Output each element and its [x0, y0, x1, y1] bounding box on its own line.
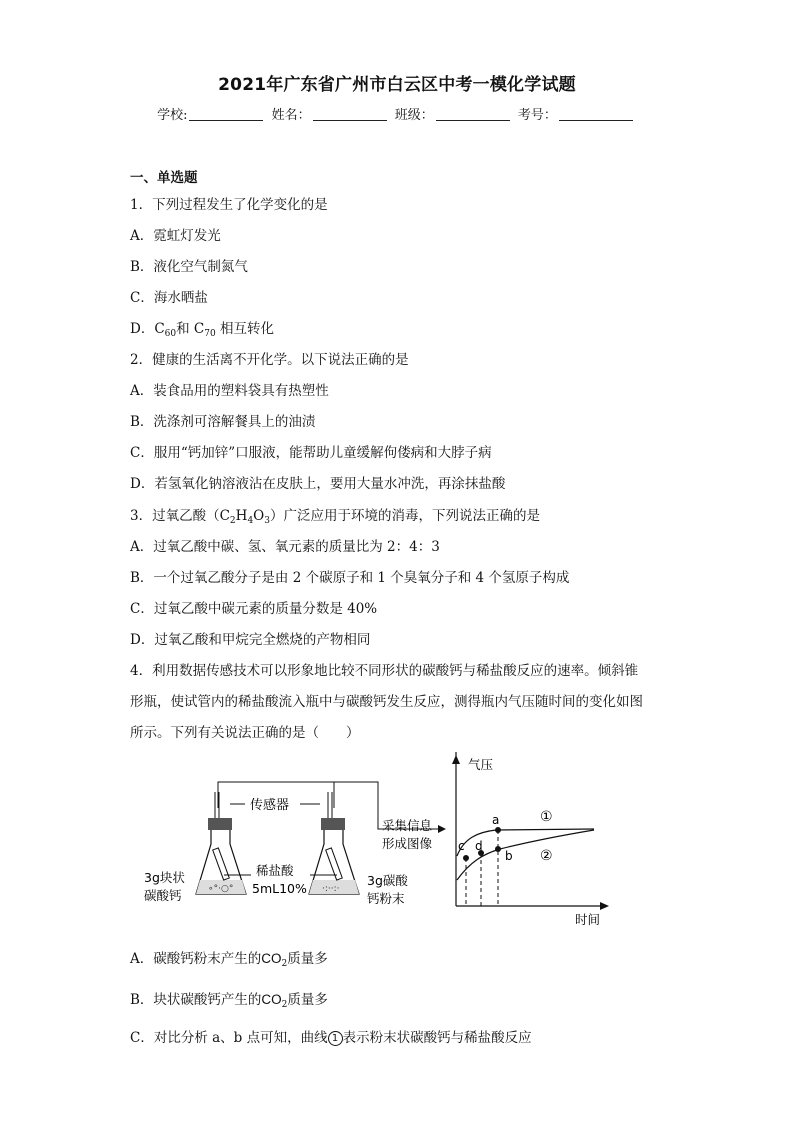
left-sample-label-2: 碳酸钙: [144, 888, 182, 903]
q1-d-sub2: 70: [204, 329, 216, 339]
x-axis-arrow-icon: [600, 902, 609, 910]
q3-option-d[interactable]: D．过氧乙酸和甲烷完全燃烧的产物相同: [130, 632, 371, 648]
q4-a-sub: 2: [281, 959, 288, 969]
q4-b-co: CO: [261, 992, 282, 1007]
y-axis-arrow-icon: [452, 755, 460, 764]
q3-sub-c: 2: [229, 516, 236, 526]
q4-c-post: 表示粉末状碳酸钙与稀盐酸反应: [342, 1030, 532, 1046]
q1-d-mid: 和 C: [176, 321, 205, 337]
section-heading: 一、单选题: [130, 170, 198, 186]
q3-sub-o: 3: [264, 516, 270, 526]
label-d: d: [475, 839, 483, 853]
right-sample-label-2: 钙粉末: [367, 891, 405, 906]
curve-2: [457, 830, 594, 880]
curve-2-label: ②: [540, 848, 553, 864]
label-b: b: [505, 849, 513, 863]
left-sample-label-1: 3g块状: [144, 870, 185, 885]
acid-label-1: 稀盐酸: [256, 863, 294, 878]
class-label: 班级：: [394, 108, 434, 123]
q1-stem: 1．下列过程发生了化学变化的是: [130, 197, 328, 213]
q2-option-c[interactable]: C．服用“钙加锌”口服液，能帮助儿童缓解佝偻病和大脖子病: [130, 445, 492, 461]
arrow-icon: [438, 825, 446, 833]
collect-label-2: 形成图像: [382, 836, 433, 851]
page-title: 2021年广东省广州市白云区中考一模化学试题: [218, 75, 576, 95]
school-blank[interactable]: [189, 108, 263, 121]
school-label: 学校:: [157, 108, 188, 123]
q4-b-post: 质量多: [287, 992, 328, 1008]
name-blank[interactable]: [313, 108, 387, 121]
q1-d-pre: D．C: [130, 321, 165, 337]
q2-option-d[interactable]: D．若氢氧化钠溶液沾在皮肤上，要用大量水冲洗，再涂抹盐酸: [130, 476, 506, 492]
class-blank[interactable]: [436, 108, 510, 121]
point-a: [495, 827, 501, 833]
q3-stem-pre: 3．过氧乙酸（C: [130, 508, 230, 524]
svg-text:·:··:·: ·:··:·: [322, 884, 340, 894]
number-label: 考号：: [517, 108, 557, 123]
acid-label-2: 5mL10%: [252, 881, 307, 896]
q4-b-pre: B．块状碳酸钙产生的: [130, 992, 262, 1008]
q4-option-b[interactable]: [130, 988, 328, 1008]
q1-option-d[interactable]: [130, 317, 274, 337]
q3-h: H: [235, 508, 248, 524]
q4-a-post: 质量多: [287, 951, 328, 967]
q4-a-co: CO: [261, 951, 282, 966]
q4-option-c[interactable]: [130, 1026, 532, 1046]
q1-d-post: 相互转化: [215, 321, 274, 337]
number-blank[interactable]: [559, 108, 633, 121]
q4-a-pre: A．碳酸钙粉末产生的: [130, 951, 262, 967]
q3-stem: [130, 504, 540, 524]
point-c: [463, 855, 469, 861]
q3-option-b[interactable]: B．一个过氧乙酸分子是由 2 个碳原子和 1 个臭氧分子和 4 个氢原子构成: [130, 570, 570, 586]
q4-stem-line1: 4．利用数据传感技术可以形象地比较不同形状的碳酸钙与稀盐酸反应的速率。倾斜锥: [130, 663, 639, 679]
q3-o: O: [253, 508, 265, 524]
circled-one-icon: 1: [328, 1031, 343, 1046]
point-b: [495, 846, 501, 852]
q1-d-sub1: 60: [164, 329, 177, 339]
label-a: a: [492, 813, 500, 827]
right-sample-label-1: 3g碳酸: [367, 873, 408, 888]
q1-option-a[interactable]: A．霓虹灯发光: [130, 228, 221, 244]
q3-stem-post: ）广泛应用于环境的消毒，下列说法正确的是: [269, 508, 540, 524]
collect-label-1: 采集信息: [382, 818, 433, 833]
q1-option-c[interactable]: C．海水晒盐: [130, 290, 208, 306]
q4-stem-line3: 所示。下列有关说法正确的是（ ）: [130, 725, 360, 741]
q4-option-a[interactable]: [130, 947, 328, 967]
q2-option-a[interactable]: A．装食品用的塑料袋具有热塑性: [130, 383, 329, 399]
experiment-figure: [138, 752, 618, 930]
q4-c-pre: C．对比分析 a、b 点可知，曲线: [130, 1030, 328, 1046]
name-label: 姓名：: [271, 108, 311, 123]
q4-b-sub: 2: [281, 1000, 288, 1010]
q2-stem: 2．健康的生活离不开化学。以下说法正确的是: [130, 352, 409, 368]
curve-1-label: ①: [540, 809, 553, 825]
q4-stem-line2: 形瓶，使试管内的稀盐酸流入瓶中与碳酸钙发生反应，测得瓶内气压随时间的变化如图: [130, 694, 643, 710]
q3-option-a[interactable]: A．过氧乙酸中碳、氢、氧元素的质量比为 2：4：3: [130, 539, 440, 555]
q2-option-b[interactable]: B．洗涤剂可溶解餐具上的油渍: [130, 414, 316, 430]
q3-option-c[interactable]: C．过氧乙酸中碳元素的质量分数是 40%: [130, 601, 378, 617]
student-info-row: [0, 104, 794, 123]
svg-text:∘°·○°: ∘°·○°: [208, 884, 234, 894]
q3-sub-h: 4: [247, 516, 254, 526]
y-axis-label: 气压: [468, 757, 494, 772]
q1-option-b[interactable]: B．液化空气制氮气: [130, 259, 248, 275]
label-c: c: [458, 839, 465, 853]
flask-left: [196, 792, 246, 894]
sensor-label: 传感器: [250, 798, 290, 813]
x-axis-label: 时间: [575, 912, 601, 927]
